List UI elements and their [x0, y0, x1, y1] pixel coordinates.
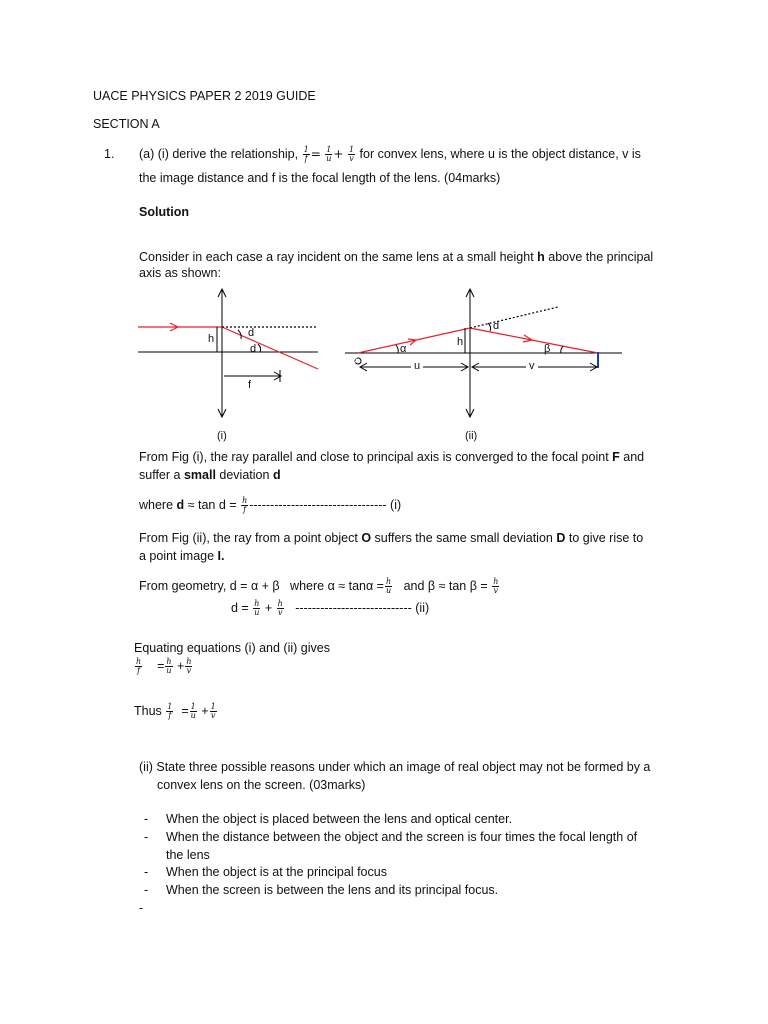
bullet-2: - [144, 830, 149, 844]
eq2-plus: + [264, 601, 273, 615]
eq2-d-eq: d = [231, 601, 249, 615]
lens-ray-diagram [0, 0, 768, 450]
eq3-plus: + [177, 659, 185, 673]
fraction-1-over-f-2 [166, 703, 173, 720]
fig2-label-u: u [411, 358, 423, 374]
fraction-h-over-u-3 [165, 658, 172, 675]
fraction-numerator: 1 [303, 145, 309, 155]
eq4-equals: = [181, 704, 189, 718]
fig2-caption: (ii) [465, 430, 478, 442]
para2-text-a: From Fig (ii), the ray from a point object [139, 531, 358, 545]
para1-text-c: suffer a [139, 468, 181, 482]
eq1-approx: ≈ tan d = [187, 498, 237, 512]
fraction-denominator: u [190, 711, 196, 721]
fraction-numerator: h [277, 599, 283, 609]
fraction-numerator: h [136, 657, 142, 667]
equation-2-line-1 [139, 578, 500, 595]
fraction-denominator: u [326, 154, 332, 164]
document-title: UACE PHYSICS PAPER 2 2019 GUIDE [93, 89, 316, 103]
fig2-label-h: h [457, 336, 464, 348]
fig1-label-f: f [248, 379, 252, 391]
fig2-label-o: O [350, 355, 358, 365]
fig2-label-beta: β [544, 343, 551, 355]
para1-small: small [183, 468, 216, 482]
bullet-4: - [144, 883, 149, 897]
para1-deviation-d: d [272, 468, 281, 482]
para2-text-d: a point image [139, 549, 215, 563]
eq2-where: where α ≈ tanα = [290, 579, 384, 593]
fig2-deviation-arc [488, 323, 491, 331]
para2-text-c: to give rise to [568, 531, 644, 545]
fraction-h-over-f-2 [135, 658, 142, 675]
fraction-h-over-v-2 [277, 600, 284, 617]
para2-deviation-D: D [556, 531, 566, 545]
fraction-numerator: h [186, 657, 192, 667]
part-ii-line-2: convex lens on the screen. (03marks) [157, 778, 366, 792]
equation-4 [134, 703, 218, 720]
fraction-numerator: h [493, 577, 499, 587]
fig1-caption: (i) [217, 430, 227, 442]
fig1-label-d-lower: d [250, 343, 257, 355]
reason-item-1: When the object is placed between the lens and optical center. [166, 812, 513, 826]
fig2-label-v: v [526, 358, 538, 374]
eq1-d: d [176, 498, 185, 512]
fraction-denominator: v [277, 608, 283, 618]
fig1-refracted-ray [222, 327, 318, 369]
eq4-plus: + [201, 704, 209, 718]
solution-heading: Solution [139, 205, 189, 219]
fraction-numerator: h [242, 496, 248, 506]
fraction-numerator: 1 [326, 145, 332, 155]
bullet-3: - [144, 865, 149, 879]
question-line-2: the image distance and f is the focal length of the lens. (04marks) [139, 171, 501, 185]
equals-sign: = [310, 147, 321, 161]
question-prefix: (a) (i) derive the relationship, [139, 147, 299, 161]
para1-line-2 [139, 467, 281, 483]
fraction-h-over-v [492, 578, 499, 595]
fraction-denominator: v [210, 711, 216, 721]
para2-line-2 [139, 548, 225, 564]
fraction-denominator: u [385, 586, 392, 596]
para2-line-1 [139, 530, 643, 546]
equation-1 [139, 497, 401, 514]
fraction-numerator: h [385, 577, 392, 587]
reason-item-3: When the object is at the principal focus [166, 865, 387, 879]
fig1-label-h: h [208, 333, 215, 345]
fig2-object-ray [358, 328, 470, 353]
para2-object-o: O [361, 531, 372, 545]
para1-line-1 [139, 449, 644, 465]
fraction-h-over-v-3 [185, 658, 192, 675]
question-number: 1. [104, 147, 115, 161]
fig2-dotted-extension [470, 307, 558, 328]
fraction-denominator: v [186, 666, 192, 676]
plus-sign: + [333, 147, 344, 161]
eq3-equals: = [157, 659, 165, 673]
intro-text-b: above the principal [548, 250, 654, 264]
para1-text-a: From Fig (i), the ray parallel and close to principal axis is converged to the focal point [139, 450, 609, 464]
fraction-denominator: v [349, 154, 354, 164]
solution-intro-line-2: axis as shown: [139, 266, 221, 280]
para1-focal-point: F [612, 450, 620, 464]
fraction-denominator: u [166, 666, 172, 676]
reason-item-2-cont: the lens [166, 848, 210, 862]
equation-2-line-2 [231, 600, 429, 617]
eq2-lhs: From geometry, d = α + β [139, 579, 280, 593]
fig2-alpha-arc [396, 345, 398, 353]
fraction-denominator: f [168, 711, 172, 721]
fraction-numerator: 1 [167, 702, 173, 712]
bullet-1: - [144, 812, 149, 826]
eq4-thus: Thus [134, 704, 162, 718]
fraction-denominator: v [493, 586, 499, 596]
fig1-label-d-upper: d [248, 327, 255, 339]
figure-i [138, 289, 318, 417]
fraction-1-over-v-2 [210, 703, 217, 720]
eq2-and: and β ≈ tan β = [403, 579, 488, 593]
fraction-numerator: 1 [210, 702, 216, 712]
para2-image-I: I. [217, 549, 225, 563]
fraction-denominator: u [254, 608, 260, 618]
fraction-1-over-u-2 [190, 703, 197, 720]
fraction-denominator: f [243, 505, 247, 515]
fig1-angle-arc-2 [258, 344, 261, 352]
fig2-beta-arc [561, 346, 563, 353]
fraction-numerator: h [166, 657, 172, 667]
eq2-tail: ---------------------------- (ii) [295, 601, 430, 615]
fig2-image-ray [470, 328, 598, 353]
fig2-label-d: d [493, 320, 500, 332]
para2-text-b: suffers the same small deviation [374, 531, 553, 545]
fraction-denominator: f [304, 154, 308, 164]
fraction-numerator: 1 [348, 145, 355, 155]
part-ii-line-1: (ii) State three possible reasons under which an image of real object may not be formed by a [139, 760, 651, 774]
eq1-where: where [139, 498, 174, 512]
fraction-numerator: h [254, 599, 260, 609]
fig2-label-alpha: α [400, 343, 407, 355]
fraction-h-over-f [241, 497, 248, 514]
section-heading: SECTION A [93, 117, 160, 131]
equation-3-text: Equating equations (i) and (ii) gives [134, 641, 330, 655]
reason-item-2: When the distance between the object and the screen is four times the focal length of [166, 830, 638, 844]
equation-3 [134, 658, 193, 675]
para1-text-d: deviation [219, 468, 270, 482]
fraction-h-over-u-2 [253, 600, 260, 617]
figure-ii [345, 289, 622, 417]
intro-text-a: Consider in each case a ray incident on the same lens at a small height [139, 250, 534, 264]
eq1-tail: --------------------------------- (i) [249, 498, 402, 512]
fraction-numerator: 1 [190, 702, 196, 712]
fraction-denominator: f [137, 666, 141, 676]
para1-text-b: and [623, 450, 645, 464]
question-suffix: for convex lens, where u is the object distance, v is [359, 147, 641, 161]
fraction-h-over-u [385, 578, 392, 595]
bullet-5: - [139, 901, 144, 915]
reason-item-4: When the screen is between the lens and its principal focus. [166, 883, 499, 897]
intro-h: h [537, 250, 545, 264]
